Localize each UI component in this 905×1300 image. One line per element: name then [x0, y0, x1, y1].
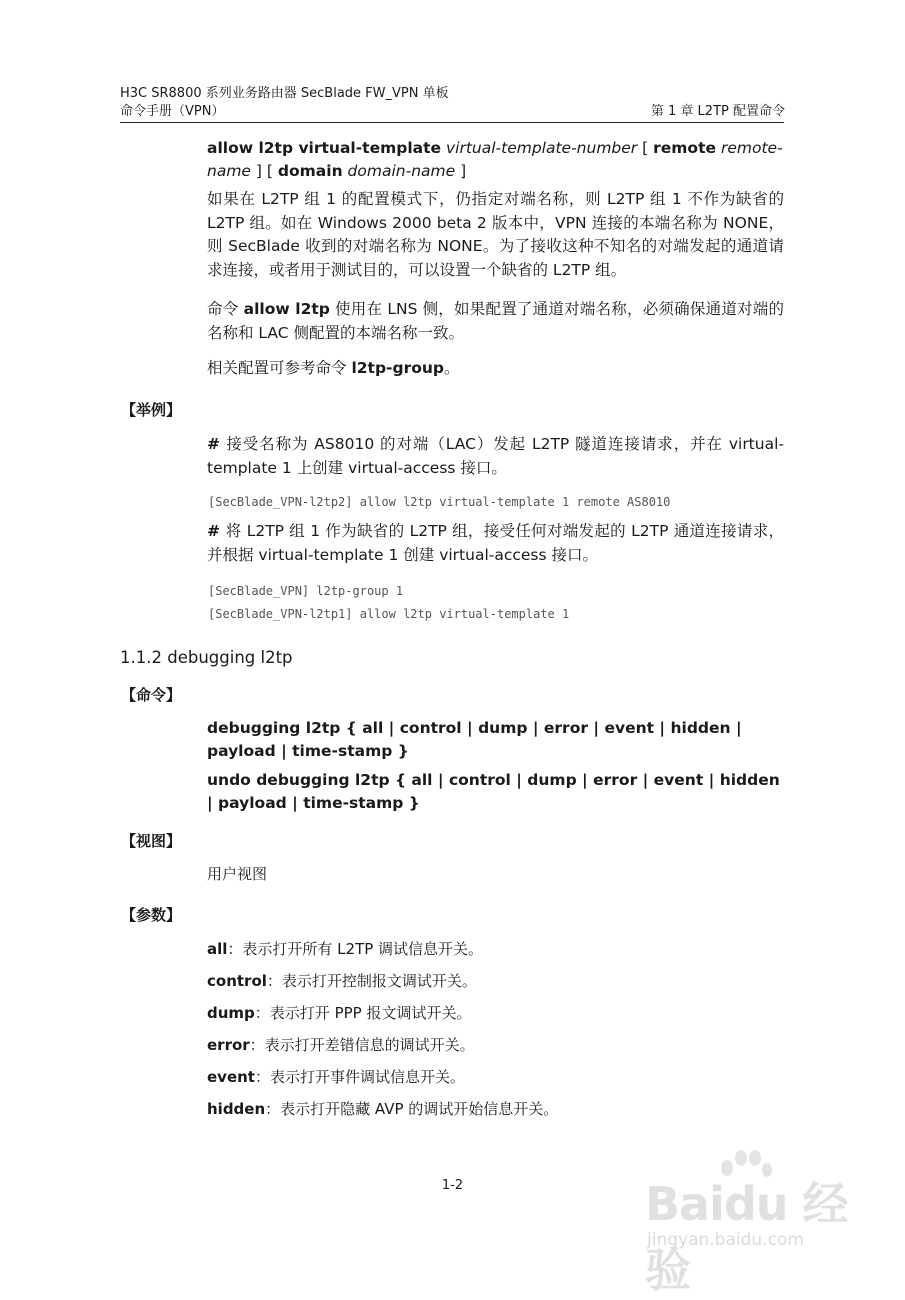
syntax-keyword-domain: domain: [277, 162, 343, 180]
param-desc: ：表示打开控制报文调试开关。: [266, 972, 477, 990]
syntax-keyword: allow l2tp virtual-template: [207, 139, 442, 157]
param-event: [207, 1067, 465, 1087]
command-debugging: debugging l2tp { all | control | dump | error | event | hidden | payload | time-stamp }: [207, 719, 742, 760]
keyword: l2tp-group: [351, 359, 444, 377]
param-name: hidden: [207, 1100, 266, 1118]
code-line-3: [SecBlade_VPN-l2tp1] allow l2tp virtual-template 1: [208, 607, 570, 621]
syntax-bracket: ]: [255, 162, 262, 180]
syntax-arg: virtual-template-number: [445, 139, 638, 157]
param-name: dump: [207, 1004, 255, 1022]
command-undo-debugging: undo debugging l2tp { all | control | dump | error | event | hidden | payload | time-stamp }: [207, 771, 780, 812]
text: 将 L2TP 组 1 作为缺省的 L2TP 组，接受任何对端发起的 L2TP 通道连接请求，并根据 virtual-template 1 创建 virtual-access 接口。: [207, 522, 784, 564]
hash: #: [207, 522, 226, 540]
view-heading: 【视图】: [121, 832, 182, 850]
param-desc: ：表示打开事件调试信息开关。: [254, 1068, 465, 1086]
watermark-logo: Baidu 经验: [645, 1177, 848, 1297]
syntax-bracket: [: [266, 162, 273, 180]
text: 。: [444, 359, 460, 377]
description-paragraph-3: [207, 357, 784, 379]
command-syntax: [207, 137, 784, 183]
param-name: error: [207, 1036, 250, 1054]
watermark: [645, 1148, 855, 1297]
text: 相关配置可参考命令: [207, 359, 352, 377]
param-error: [207, 1035, 475, 1055]
header-subtitle: 命令手册（VPN）: [120, 104, 225, 119]
param-all: [207, 939, 483, 959]
example-desc-2: [207, 520, 784, 567]
syntax-keyword-remote: remote: [653, 139, 717, 157]
code-line-2: [SecBlade_VPN] l2tp-group 1: [208, 584, 404, 598]
watermark-url: jingyan.baidu.com: [647, 1230, 804, 1250]
param-desc: ：表示打开差错信息的调试开关。: [249, 1036, 475, 1054]
param-desc: ：表示打开所有 L2TP 调试信息开关。: [227, 940, 484, 958]
param-desc: ：表示打开 PPP 报文调试开关。: [254, 1004, 472, 1022]
description-paragraph-2: [207, 298, 784, 345]
param-dump: [207, 1003, 471, 1023]
syntax-arg-domain: domain-name: [347, 162, 456, 180]
param-control: [207, 971, 477, 991]
keyword: allow l2tp: [243, 300, 330, 318]
description-paragraph-1: 如果在 L2TP 组 1 的配置模式下，仍指定对端名称，则 L2TP 组 1 不作为缺省的 L2TP 组。如在 Windows 2000 beta 2 版本中，VPN 连接的本端名称为 NONE，则 SecBlade 收到的对端名称为 NONE。为了接收这种不知名的对端发起的通道请求连接，或者用于测试目的，可以设置一个缺省的 L2TP 组。: [207, 190, 784, 279]
example-desc-1: [207, 433, 784, 480]
text: 接受名称为 AS8010 的对端（LAC）发起 L2TP 隧道连接请求，并在 virtual-template 1 上创建 virtual-access 接口。: [207, 435, 784, 477]
text: 命令: [207, 300, 244, 318]
param-heading: 【参数】: [121, 906, 182, 924]
syntax-bracket: [: [642, 139, 649, 157]
code-line-1: [SecBlade_VPN-l2tp2] allow l2tp virtual-template 1 remote AS8010: [208, 495, 671, 509]
header-title: H3C SR8800 系列业务路由器 SecBlade FW_VPN 单板: [120, 86, 449, 101]
param-name: all: [207, 940, 228, 958]
param-name: control: [207, 972, 267, 990]
header-rule: [120, 122, 784, 123]
text: 使用在 LNS 侧，如果配置了通道对端名称，必须确保通道对端的名称和 LAC 侧配置的本端名称一致。: [207, 300, 784, 342]
param-hidden: [207, 1099, 558, 1119]
view-text: 用户视图: [207, 865, 268, 883]
header-chapter: 第 1 章 L2TP 配置命令: [650, 104, 785, 119]
section-title: 1.1.2 debugging l2tp: [120, 648, 293, 667]
hash: #: [207, 435, 227, 453]
syntax-bracket: ]: [460, 162, 467, 180]
example-heading: 【举例】: [121, 401, 182, 419]
param-name: event: [207, 1068, 255, 1086]
param-desc: ：表示打开隐藏 AVP 的调试开始信息开关。: [265, 1100, 559, 1118]
page-number: 1-2: [441, 1178, 464, 1193]
syntax-arg-remote: remote-name: [207, 139, 783, 180]
command-heading: 【命令】: [121, 686, 182, 704]
